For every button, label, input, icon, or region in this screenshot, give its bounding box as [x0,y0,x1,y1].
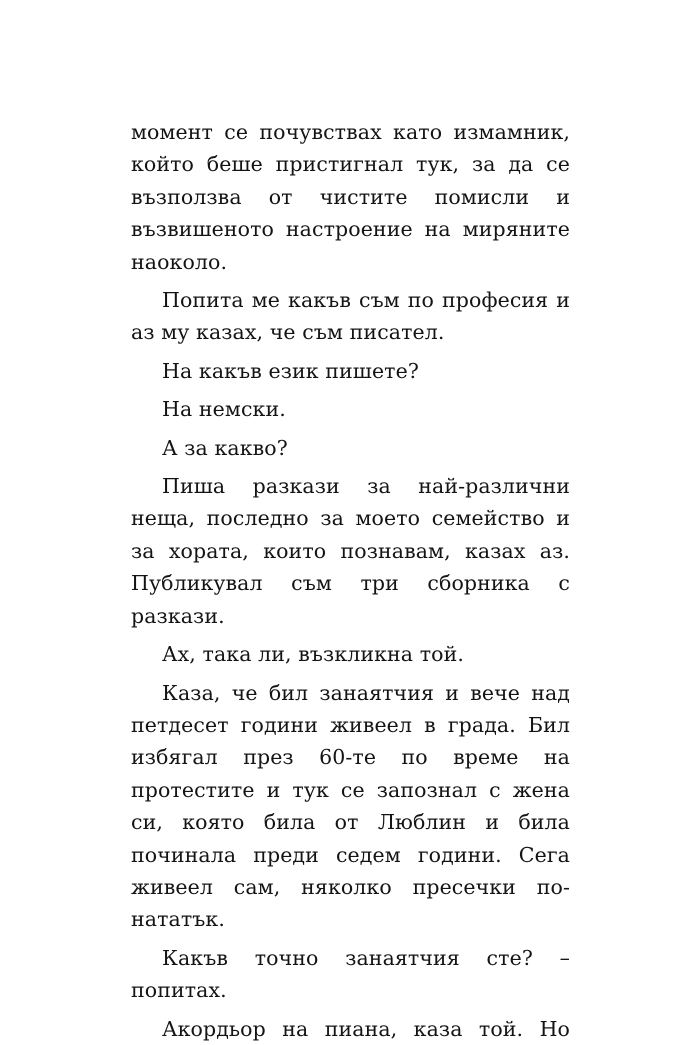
paragraph-7: Ах, така ли, възкликна той. [162,642,464,667]
paragraph-4: На немски. [162,397,286,422]
paragraph-10: Акордьор на пиана, каза той. Но [162,1016,570,1041]
paragraph-8: Каза, че бил занаятчия и вече над петдесет години живеел в града. Бил избягал през 60-те по време на протестите и тук се запознал с жена си, която била от Люблин и била починала преди седем години. Сега живеел сам, няколко пресечки по-нататък. [131,680,570,932]
paragraph-3: На какъв език пишете? [162,358,419,383]
paragraph-5: А за какво? [162,435,288,460]
paragraph-6: Пиша разкази за най-различни неща, последно за моето семейство и за хората, които познавам, казах аз. Публикувал съм три сборника с разкази. [131,474,570,628]
paragraph-1: момент се почувствах като измамник, който беше пристигнал тук, за да се възползва от чистите помисли и възвишеното настроение на миряните наоколо. [131,120,570,274]
page-text [131,116,570,1045]
paragraph-2: Попита ме какъв съм по професия и аз му казах, че съм писател. [131,288,570,345]
paragraph-9: Какъв точно занаятчия сте? – попитах. [131,945,570,1003]
